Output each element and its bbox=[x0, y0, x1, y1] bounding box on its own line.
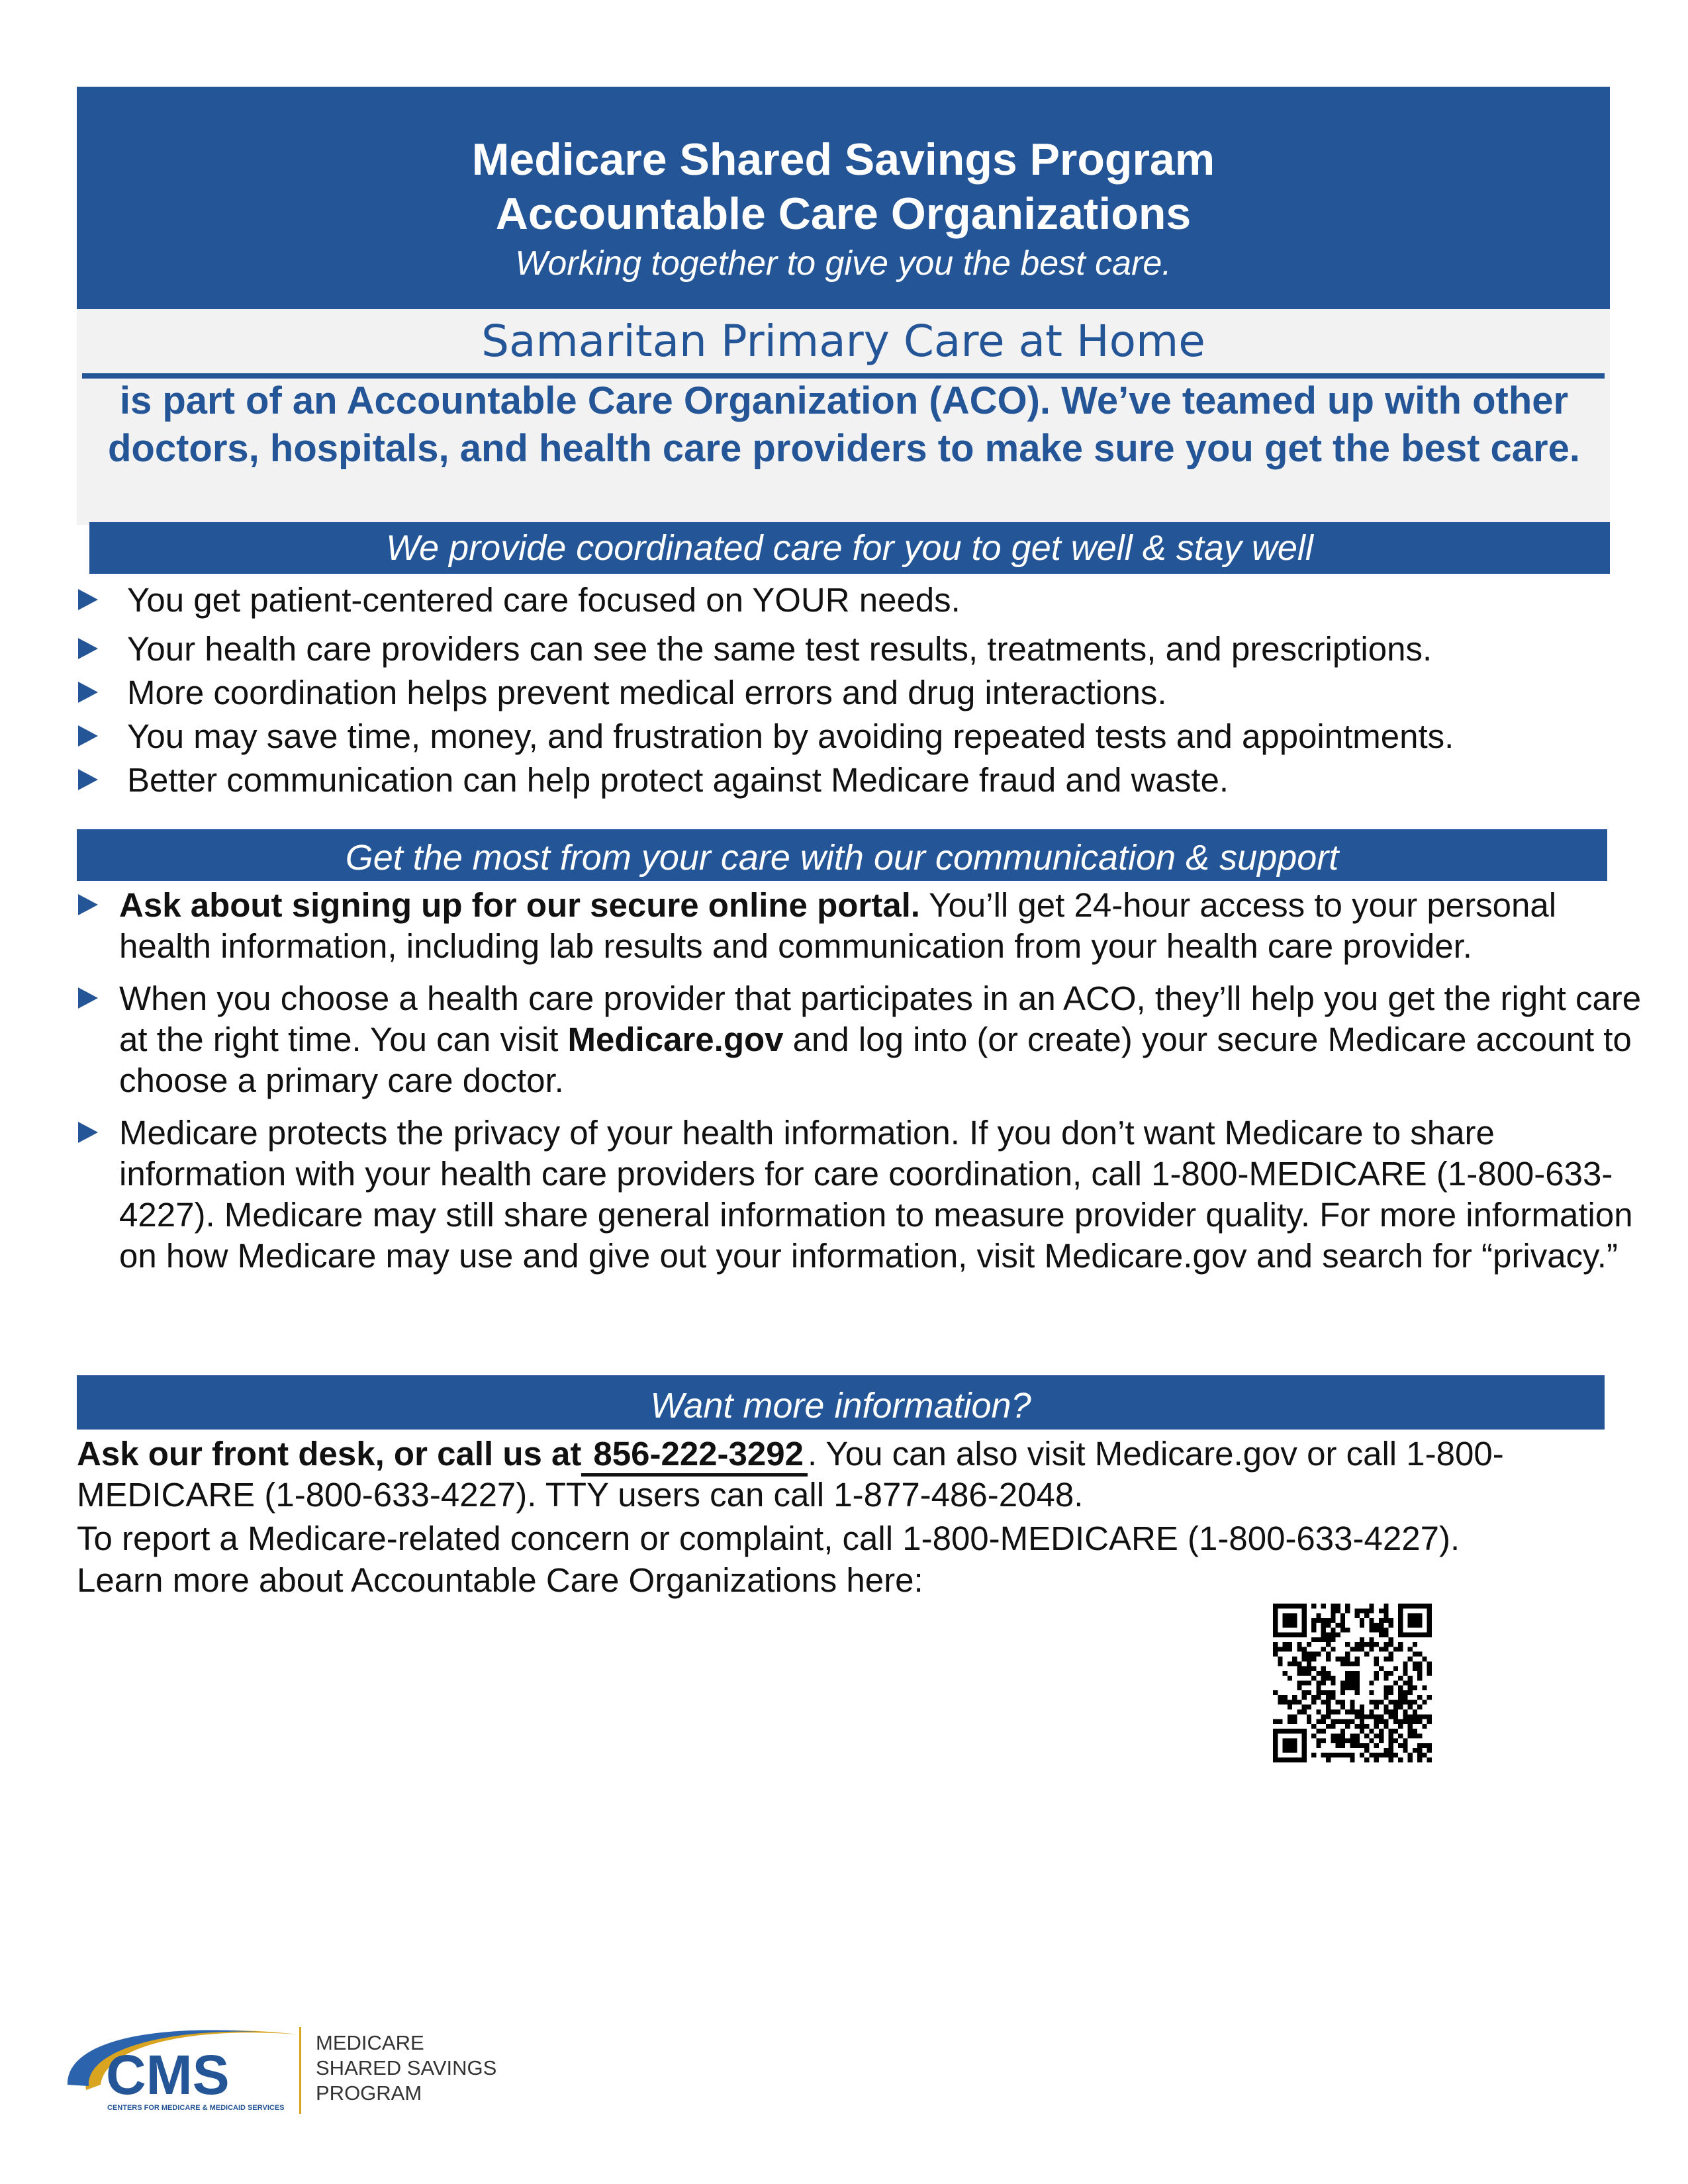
bullet-arrow-icon bbox=[78, 725, 98, 747]
section-heading-communication: Get the most from your care with our communication & support bbox=[77, 829, 1607, 881]
section-heading-more-info: Want more information? bbox=[77, 1375, 1605, 1430]
list-item: Ask about signing up for our secure online portal. You’ll get 24-hour access to your personal health information, including lab results and communication from your health care provider. bbox=[119, 885, 1642, 967]
contact-line: Ask our front desk, or call us at 856-222-3292 . You can also visit Medicare.gov or call 1-800- bbox=[77, 1433, 1619, 1477]
program-title: Medicare Shared Savings Program bbox=[471, 134, 1215, 185]
portal-signup-text: Ask about signing up for our secure online portal. bbox=[119, 886, 920, 924]
logo-divider bbox=[299, 2027, 301, 2114]
phone-number[interactable]: 856-222-3292 bbox=[581, 1435, 808, 1477]
cms-logo-text: CMS bbox=[106, 2044, 230, 2106]
bullet-arrow-icon bbox=[78, 682, 98, 703]
medicare-gov-link[interactable]: Medicare.gov bbox=[567, 1021, 784, 1058]
bullet-arrow-icon bbox=[78, 769, 98, 790]
bullet-arrow-icon bbox=[78, 589, 98, 610]
tty-line: MEDICARE (1-800-633-4227). TTY users can call 1-877-486-2048. bbox=[77, 1476, 1084, 1514]
bullet-arrow-icon bbox=[78, 987, 98, 1009]
bullet-arrow-icon bbox=[78, 894, 98, 915]
qr-code-icon[interactable] bbox=[1273, 1604, 1432, 1762]
organization-name: Samaritan Primary Care at Home bbox=[481, 316, 1205, 367]
front-desk-label: Ask our front desk, or call us at bbox=[77, 1435, 582, 1473]
cms-logo-subtitle: CENTERS FOR MEDICARE & MEDICAID SERVICES bbox=[107, 2104, 285, 2112]
program-wordmark: MEDICARE SHARED SAVINGS PROGRAM bbox=[316, 2031, 497, 2105]
bullet-arrow-icon bbox=[78, 638, 98, 659]
report-concern-line: To report a Medicare-related concern or complaint, call 1-800-MEDICARE (1-800-633-4227). bbox=[77, 1520, 1460, 1557]
header-banner bbox=[77, 87, 1610, 309]
list-item: When you choose a health care provider that participates in an ACO, they’ll help you get the right care at the right time. You can visit Medicare.gov and log into (or create) your secure Medicare account to choose a primary care doctor. bbox=[119, 978, 1642, 1101]
list-item: Medicare protects the privacy of your health information. If you don’t want Medicare to share information with your health care providers for care coordination, call 1-800-MEDICARE (1-800-633-4227). Medicare may still share general information to measure provider quality. For more information on how Medicare may use and give out your information, visit Medicare.gov and search for “privacy.” bbox=[119, 1113, 1642, 1277]
list-item: You get patient-centered care focused on YOUR needs. bbox=[127, 580, 1617, 621]
list-item: Your health care providers can see the same test results, treatments, and prescriptions. bbox=[127, 629, 1617, 670]
list-item: You may save time, money, and frustration by avoiding repeated tests and appointments. bbox=[127, 716, 1617, 757]
organization-description: is part of an Accountable Care Organization (ACO). We’ve teamed up with other doctors, hospitals, and health care providers to make sure you get the best care. bbox=[108, 379, 1580, 470]
learn-more-line: Learn more about Accountable Care Organizations here: bbox=[77, 1561, 923, 1599]
program-subtitle: Accountable Care Organizations bbox=[495, 189, 1192, 239]
cms-logo bbox=[60, 2012, 305, 2118]
program-tagline: Working together to give you the best care. bbox=[515, 244, 1172, 283]
bullet-arrow-icon bbox=[78, 1122, 98, 1143]
section-heading-coordinated-care: We provide coordinated care for you to get well & stay well bbox=[89, 522, 1610, 574]
list-item: Better communication can help protect against Medicare fraud and waste. bbox=[127, 760, 1617, 801]
list-item: More coordination helps prevent medical errors and drug interactions. bbox=[127, 672, 1617, 713]
